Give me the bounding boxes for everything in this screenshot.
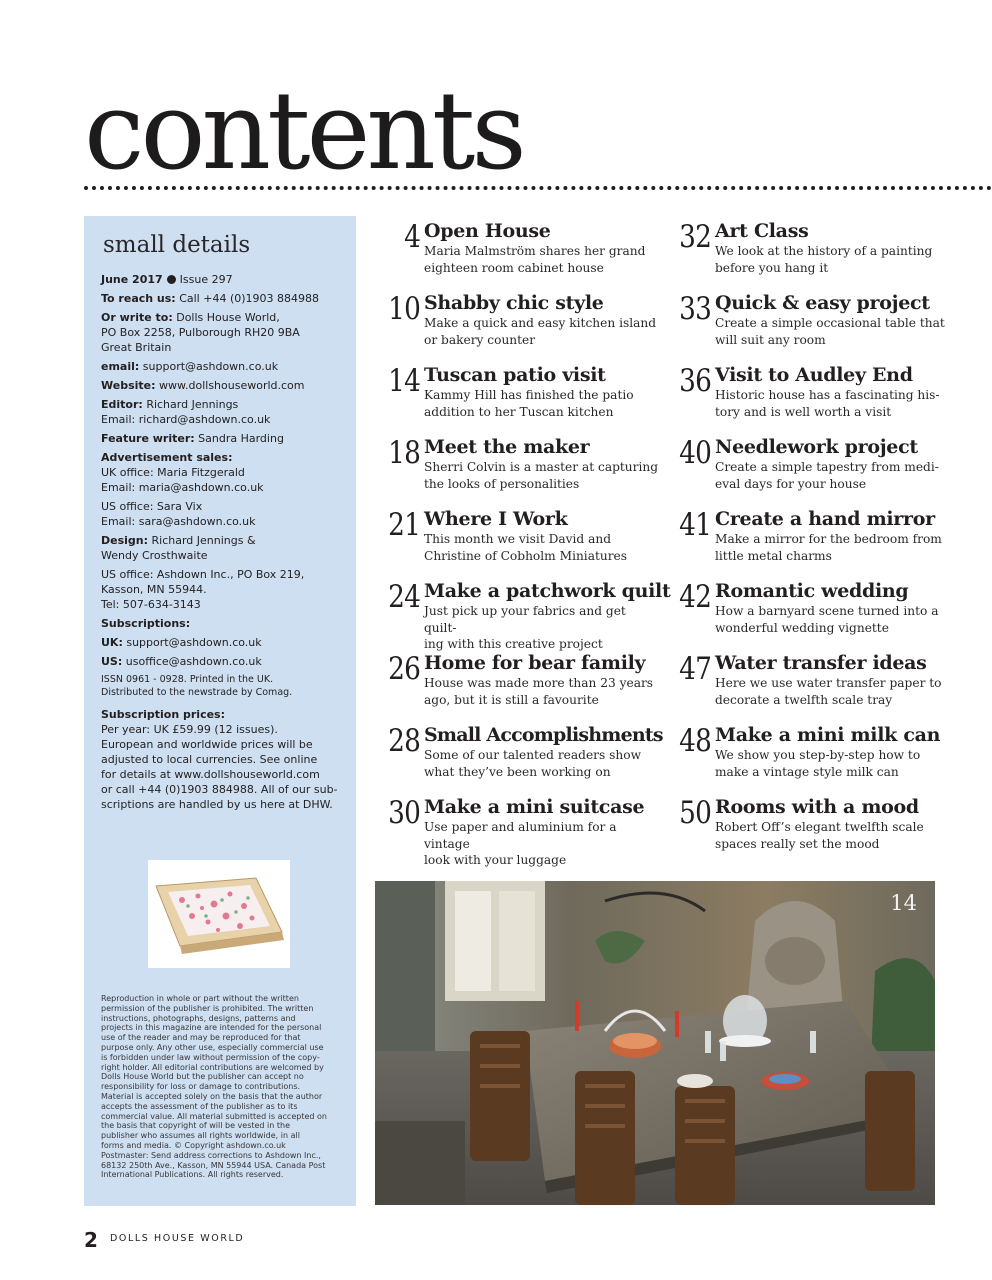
entry-description: Make a quick and easy kitchen island or bakery counter bbox=[424, 316, 657, 347]
ads-uk: UK office: Maria Fitzgerald Email: maria@ashdown.co.uk bbox=[101, 466, 264, 494]
entry-title: Small Accomplishments bbox=[424, 724, 663, 746]
subs-uk-label: UK: bbox=[101, 636, 123, 649]
subs-us-label: US: bbox=[101, 655, 123, 668]
dotted-divider bbox=[84, 186, 992, 190]
entry-description: Robert Off’s elegant twelfth scale spaces really set the mood bbox=[715, 820, 924, 851]
email-link[interactable]: support@ashdown.co.uk bbox=[142, 360, 279, 373]
photo-page-number: 14 bbox=[890, 891, 917, 915]
entry-title: Water transfer ideas bbox=[715, 652, 927, 674]
issue-line bbox=[101, 272, 342, 287]
entry-description: We look at the history of a painting before you hang it bbox=[715, 244, 933, 275]
issue-number: Issue 297 bbox=[179, 273, 233, 286]
small-details-panel bbox=[84, 216, 356, 1206]
entry-title: Quick & easy project bbox=[715, 292, 930, 314]
entry-title: Create a hand mirror bbox=[715, 508, 935, 530]
issn-line: ISSN 0961 - 0928. Printed in the UK. Distributed to the newstrade by Comag. bbox=[101, 674, 293, 698]
entry-page-number: 30 bbox=[388, 795, 420, 831]
folio-magazine-name: DOLLS HOUSE WORLD bbox=[110, 1233, 245, 1244]
editor-label: Editor: bbox=[101, 398, 143, 411]
dining-room-image bbox=[375, 881, 935, 1205]
design-label: Design: bbox=[101, 534, 149, 547]
entry-page-number: 40 bbox=[679, 435, 711, 471]
entry-title: Where I Work bbox=[424, 508, 568, 530]
entry-description: House was made more than 23 years ago, but it is still a favourite bbox=[424, 676, 654, 707]
feature-line bbox=[101, 431, 342, 446]
editor-email[interactable]: Email: richard@ashdown.co.uk bbox=[101, 413, 271, 426]
entry-page-number: 32 bbox=[679, 219, 711, 255]
tuscan-patio-photo[interactable] bbox=[375, 881, 935, 1205]
entry-description: Kammy Hill has finished the patio addition to her Tuscan kitchen bbox=[424, 388, 634, 419]
entry-page-number: 47 bbox=[679, 651, 711, 687]
entry-page-number: 48 bbox=[679, 723, 711, 759]
subs-uk-line bbox=[101, 635, 342, 650]
entry-description: Create a simple tapestry from medi- eval days for your house bbox=[715, 460, 939, 491]
entry-page-number: 14 bbox=[388, 363, 420, 399]
entry-description: Historic house has a fascinating his- tory and is well worth a visit bbox=[715, 388, 940, 419]
prices-label-line bbox=[101, 707, 342, 722]
entry-page-number: 41 bbox=[679, 507, 711, 543]
entry-description: Sherri Colvin is a master at capturing the looks of personalities bbox=[424, 460, 659, 491]
subs-label: Subscriptions: bbox=[101, 617, 191, 630]
folio-page-number: 2 bbox=[84, 1228, 98, 1252]
entry-description: How a barnyard scene turned into a wonderful wedding vignette bbox=[715, 604, 939, 635]
decoupage-tray-image bbox=[148, 860, 290, 968]
feature-name: Sandra Harding bbox=[198, 432, 284, 445]
entry-title: Make a patchwork quilt bbox=[424, 580, 671, 602]
feature-label: Feature writer: bbox=[101, 432, 195, 445]
entry-description: Make a mirror for the bedroom from little metal charms bbox=[715, 532, 942, 563]
subs-us-email[interactable]: usoffice@ashdown.co.uk bbox=[125, 655, 262, 668]
entry-description: Use paper and aluminium for a vintage look with your luggage bbox=[424, 820, 617, 867]
entry-description: Some of our talented readers show what they’ve been working on bbox=[424, 748, 641, 779]
reach-label: To reach us: bbox=[101, 292, 176, 305]
editor-name: Richard Jennings bbox=[146, 398, 239, 411]
write-line bbox=[101, 310, 342, 355]
entry-title: Tuscan patio visit bbox=[424, 364, 606, 386]
ads-label: Advertisement sales: bbox=[101, 451, 233, 464]
entry-page-number: 36 bbox=[679, 363, 711, 399]
write-label: Or write to: bbox=[101, 311, 173, 324]
entry-title: Shabby chic style bbox=[424, 292, 604, 314]
entry-page-number: 50 bbox=[679, 795, 711, 831]
entry-page-number: 4 bbox=[404, 219, 420, 255]
entry-title: Needlework project bbox=[715, 436, 918, 458]
reach-value: Call +44 (0)1903 884988 bbox=[179, 292, 320, 305]
design-names: Richard Jennings & Wendy Crosthwaite bbox=[101, 534, 256, 562]
entry-title: Rooms with a mood bbox=[715, 796, 919, 818]
website-link[interactable]: www.dollshouseworld.com bbox=[159, 379, 305, 392]
entry-page-number: 24 bbox=[388, 579, 420, 615]
subs-label-line bbox=[101, 616, 342, 631]
entry-description: Create a simple occasional table that will suit any room bbox=[715, 316, 945, 347]
entry-title: Meet the maker bbox=[424, 436, 590, 458]
website-line bbox=[101, 378, 342, 393]
entry-title: Make a mini milk can bbox=[715, 724, 941, 746]
entry-page-number: 28 bbox=[388, 723, 420, 759]
ads-label-line bbox=[101, 450, 342, 465]
page-title: contents bbox=[84, 69, 523, 194]
reach-line bbox=[101, 291, 342, 306]
website-label: Website: bbox=[101, 379, 156, 392]
email-line bbox=[101, 359, 342, 374]
entry-page-number: 10 bbox=[388, 291, 420, 327]
entry-description: This month we visit David and Christine of Cobholm Miniatures bbox=[424, 532, 628, 563]
subs-us-line bbox=[101, 654, 342, 669]
legal-notice: Reproduction in whole or part without the written permission of the publisher is prohibited. The written instructions, photographs, designs, patterns and projects in this magazine are intended for the personal use of the reader and may be reproduced for that purpose only. Any other use, especially commercial use is forbidden under law without permission of the copy- right holder. All editorial contributions are welcomed by Dolls House World but the publisher can accept no responsibility for loss or damage to contributions. Material is accepted solely on the basis that the author accepts the assessment of the publisher as to its commercial value. All material submitted is accepted on the basis that copyright of will be vested in the publisher who assumes all rights worldwide, in all forms and media. © Copyright ashdown.co.uk Postmaster: Send address corrections to Ashdown Inc., 68132 250th Ave., Kasson, MN 55944 USA. Canada Post International Publications. All rights reserved. bbox=[101, 994, 327, 1180]
entry-title: Art Class bbox=[715, 220, 809, 242]
entry-description: Just pick up your fabrics and get quilt- ing with this creative project bbox=[424, 604, 626, 651]
sidebar-title: small details bbox=[103, 232, 251, 258]
prices-text: Per year: UK £59.99 (12 issues). European and worldwide prices will be adjusted to local currencies. See online for details at www.dollshouseworld.com or call +44 (0)1903 884988. All of our sub- scriptions are handled by us here at DHW. bbox=[101, 723, 338, 811]
entry-page-number: 21 bbox=[388, 507, 420, 543]
entry-title: Home for bear family bbox=[424, 652, 646, 674]
write-address: Dolls House World, PO Box 2258, Pulborough RH20 9BA Great Britain bbox=[101, 311, 300, 354]
entry-title: Romantic wedding bbox=[715, 580, 909, 602]
entry-page-number: 33 bbox=[679, 291, 711, 327]
entry-page-number: 18 bbox=[388, 435, 420, 471]
email-label: email: bbox=[101, 360, 140, 373]
entry-title: Visit to Audley End bbox=[715, 364, 913, 386]
subs-uk-email[interactable]: support@ashdown.co.uk bbox=[126, 636, 262, 649]
entry-page-number: 26 bbox=[388, 651, 420, 687]
entry-title: Make a mini suitcase bbox=[424, 796, 645, 818]
entry-description: Maria Malmström shares her grand eighteen room cabinet house bbox=[424, 244, 646, 275]
entry-description: Here we use water transfer paper to decorate a twelfth scale tray bbox=[715, 676, 942, 707]
tray-photo bbox=[148, 860, 290, 968]
editor-line bbox=[101, 397, 342, 427]
entry-page-number: 42 bbox=[679, 579, 711, 615]
design-line bbox=[101, 533, 342, 563]
ads-us: US office: Sara Vix Email: sara@ashdown.co.uk bbox=[101, 500, 256, 528]
entry-description: We show you step-by-step how to make a vintage style milk can bbox=[715, 748, 921, 779]
prices-label: Subscription prices: bbox=[101, 708, 226, 721]
entry-title: Open House bbox=[424, 220, 551, 242]
us-office: US office: Ashdown Inc., PO Box 219, Kasson, MN 55944. Tel: 507-634-3143 bbox=[101, 568, 305, 611]
issue-date: June 2017 bbox=[101, 273, 163, 286]
bullet-icon bbox=[167, 275, 176, 284]
